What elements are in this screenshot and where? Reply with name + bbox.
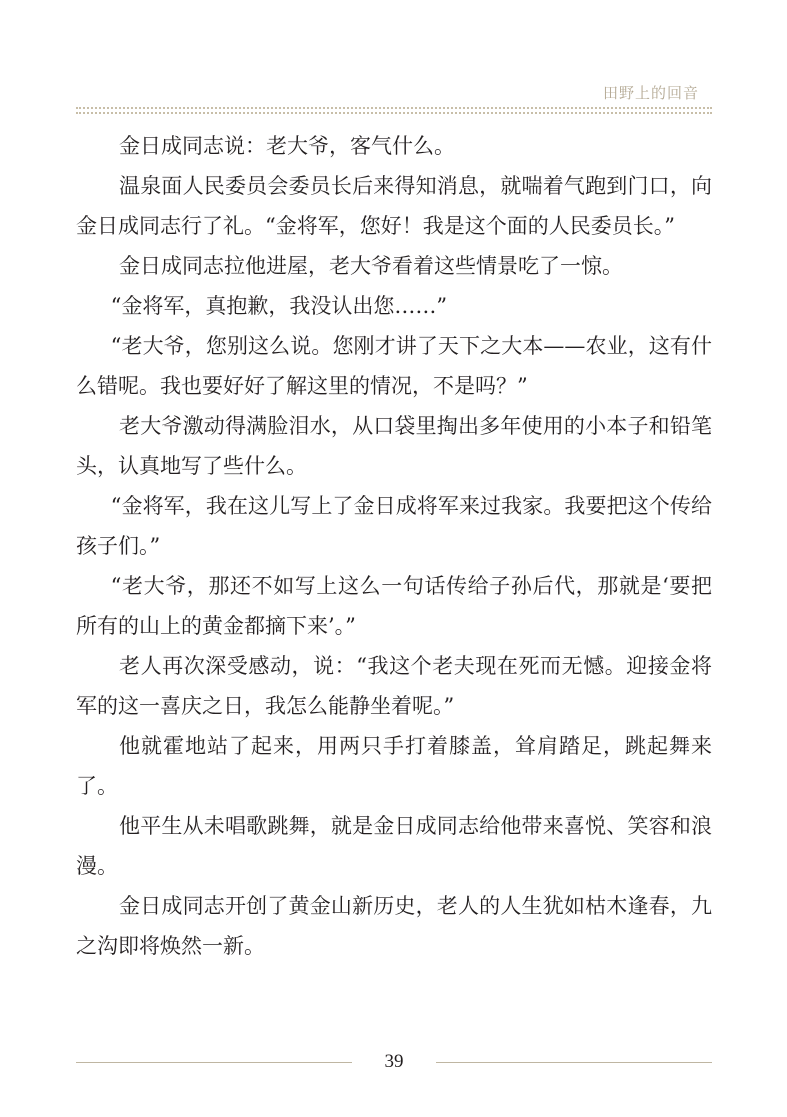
quote-paragraph: “老大爷，您别这么说。您刚才讲了天下之大本——农业，这有什么错呢。我也要好好了解这里的情况，不是吗？” (76, 334, 712, 398)
header-dotted-rule (76, 107, 712, 109)
body-text (76, 126, 712, 966)
paragraph: 金日成同志拉他进屋，老大爷看着这些情景吃了一惊。 (119, 254, 624, 278)
paragraph: 温泉面人民委员会委员长后来得知消息，就喘着气跑到门口，向金日成同志行了礼。“金将军，您好！我是这个面的人民委员长。” (76, 174, 712, 238)
paragraph: 老大爷激动得满脸泪水，从口袋里掏出多年使用的小本子和铅笔头，认真地写了些什么。 (76, 414, 712, 478)
page-footer (76, 1050, 712, 1074)
footer-rule-right (436, 1062, 712, 1063)
paragraph: 金日成同志开创了黄金山新历史，老人的人生犹如枯木逢春，九之沟即将焕然一新。 (76, 894, 712, 958)
quote-paragraph: “老大爷，那还不如写上这么一句话传给子孙后代，那就是‘要把所有的山上的黄金都摘下来’。” (76, 574, 712, 638)
paragraph: 他平生从未唱歌跳舞，就是金日成同志给他带来喜悦、笑容和浪漫。 (76, 814, 712, 878)
running-header-title: 田野上的回音 (602, 84, 699, 102)
paragraph: 老人再次深受感动，说：“我这个老夫现在死而无憾。迎接金将军的这一喜庆之日，我怎么能静坐着呢。” (76, 654, 712, 718)
paragraph: 他就霍地站了起来，用两只手打着膝盖，耸肩踏足，跳起舞来了。 (76, 734, 712, 798)
quote-paragraph: “金将军，我在这儿写上了金日成将军来过我家。我要把这个传给孩子们。” (76, 494, 712, 558)
header-dotted-rule-second (76, 112, 712, 114)
paragraph: 金日成同志说：老大爷，客气什么。 (119, 134, 456, 158)
page-number: 39 (384, 1051, 404, 1072)
quote-paragraph: “金将军，真抱歉，我没认出您……” (110, 294, 448, 318)
